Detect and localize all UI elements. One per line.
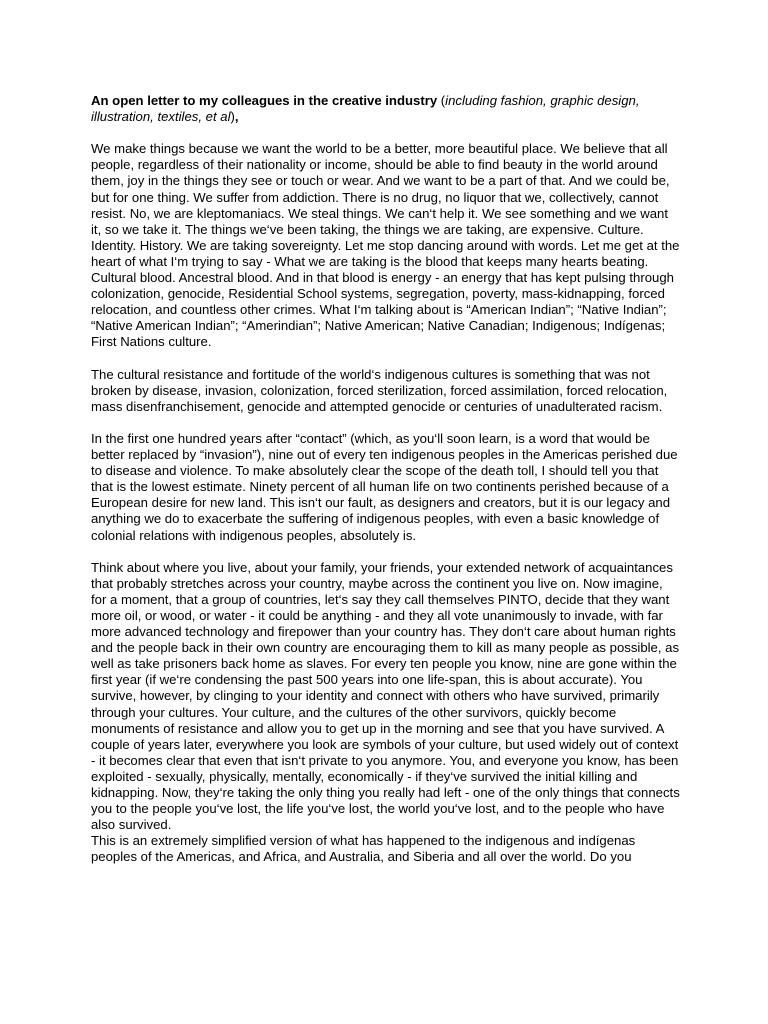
- document-page: [91, 93, 681, 866]
- paragraph-2: The cultural resistance and fortitude of the world‘s indigenous cultures is something that was not broken by disease, invasion, colonization, forced sterilization, forced assimilation, forced relocation, mass disenfranchisement, genocide and attempted genocide or centuries of unadulterated racism.: [91, 366, 668, 414]
- paragraph-1: We make things because we want the world to be a better, more beautiful place. We believe that all people, regardless of their nationality or income, should be able to find beauty in the world around them, joy in the things they see or touch or wear. And we want to be a part of that. And we could be, but for one thing. We suffer from addiction. There is no drug, no liquor that we, collectively, cannot resist. No, we are kleptomaniacs. We steal things. We can‘t help it. We see something and we want it, so we take it. The things we‘ve been taking, the things we are taking, are expensive. Culture. Identity. History. We are taking sovereignty. Let me stop dancing around with words. Let me get at the heart of what I‘m trying to say - What we are taking is the blood that keeps many hearts beating. Cultural blood. Ancestral blood. And in that blood is energy - an energy that has kept pulsing through colonization, genocide, Residential School systems, segregation, poverty, mass-kidnapping, forced relocation, and countless other crimes. What I‘m talking about is “American Indian”; “Native Indian”; “Native American Indian”; “Amerindian”; Native American; Native Canadian; Indigenous; Indígenas; First Nations culture.: [91, 141, 680, 350]
- paragraph-4: Think about where you live, about your family, your friends, your extended network of acquaintances that probably stretches across your country, maybe across the continent you live on. Now imagine, for a moment, that a group of countries, let‘s say they call themselves PINTO, decide that they want more oil, or wood, or water - it could be anything - and they all vote unanimously to invade, with far more advanced technology and firepower than your country has. They don‘t care about human rights and the people back in their own country are encouraging them to kill as many people as possible, as well as take prisoners back home as slaves. For every ten people you know, nine are gone within the first year (if we‘re condensing the past 500 years into one life-span, this is about accurate). You survive, however, by clinging to your identity and connect with others who have survived, primarily through your cultures. Your culture, and the cultures of the other survivors, quickly become monuments of resistance and allow you to get up in the morning and see that you have survived. A couple of years later, everywhere you look are symbols of your culture, but used widely out of context - it becomes clear that even that isn‘t private to you anymore. You, and everyone you know, has been exploited - sexually, physically, mentally, economically - if they‘ve survived the initial killing and kidnapping. Now, they‘re taking the only thing you really had left - one of the only things that connects you to the people you‘ve lost, the life you‘ve lost, the world you‘ve lost, and to the people who have also survived.: [91, 559, 680, 833]
- letter-heading: [91, 93, 681, 125]
- paragraph-5: This is an extremely simplified version of what has happened to the indigenous and indígenas peoples of the Americas, and Africa, and Australia, and Siberia and all over the world. Do you: [91, 833, 636, 865]
- heading-comma: ,: [234, 109, 239, 125]
- letter-subtitle: including fashion, graphic design, illustration, textiles, et al: [91, 93, 640, 125]
- letter-title: An open letter to my colleagues in the creative industry: [91, 93, 438, 108]
- paragraph-3: In the first one hundred years after “contact” (which, as you‘ll soon learn, is a word that would be better replaced by “invasion”), nine out of every ten indigenous peoples in the Americas perished due to disease and violence. To make absolutely clear the scope of the death toll, I should tell you that that is the lowest estimate. Ninety percent of all human life on two continents perished because of a European desire for new land. This isn‘t our fault, as designers and creators, but it is our legacy and anything we do to exacerbate the suffering of indigenous peoples, with even a basic knowledge of colonial relations with indigenous peoples, absolutely is.: [91, 430, 678, 543]
- heading-close-paren: ): [230, 109, 235, 125]
- heading-open-paren: (: [437, 93, 446, 108]
